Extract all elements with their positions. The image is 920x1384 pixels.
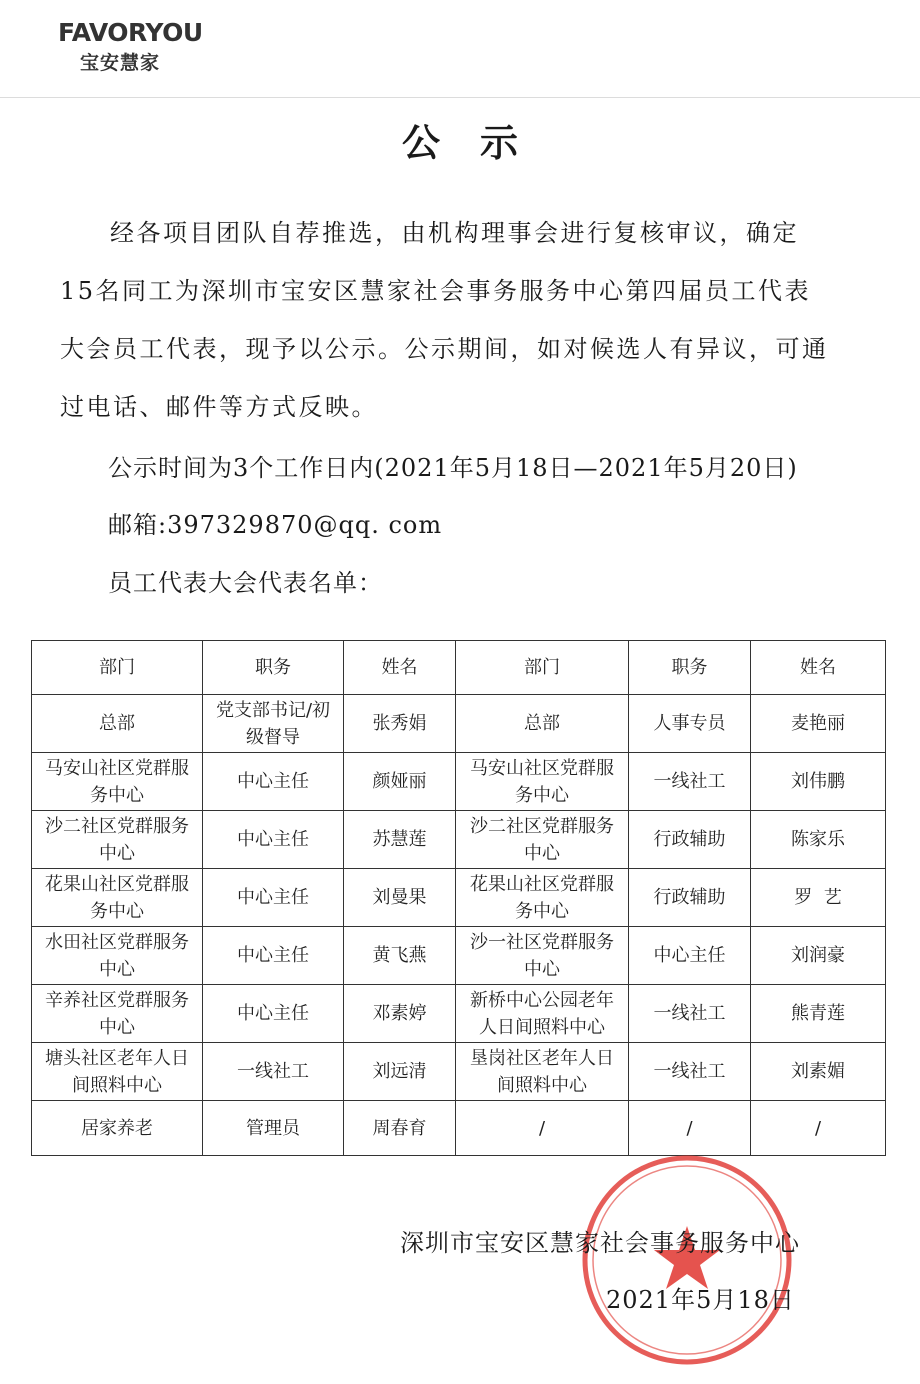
table-cell: 刘曼果 (344, 869, 456, 927)
signature-date: 2021年5月18日 (606, 1286, 795, 1314)
representatives-table (31, 640, 886, 1156)
table-cell: 新桥中心公园老年人日间照料中心 (456, 985, 629, 1043)
table-cell: 刘伟鹏 (751, 753, 886, 811)
table-cell: 中心主任 (203, 811, 344, 869)
table-cell: 塘头社区老年人日间照料中心 (32, 1043, 203, 1101)
table-cell: 陈家乐 (751, 811, 886, 869)
header-cell: 姓名 (751, 641, 886, 695)
table-cell: 辛养社区党群服务中心 (32, 985, 203, 1043)
organization-signature: 深圳市宝安区慧家社会事务服务中心 (400, 1229, 800, 1257)
list-title: 员工代表大会代表名单： (108, 569, 383, 597)
table-cell: 一线社工 (629, 753, 751, 811)
table-cell: 沙一社区党群服务中心 (456, 927, 629, 985)
header-cell: 职务 (203, 641, 344, 695)
table-cell: 花果山社区党群服务中心 (32, 869, 203, 927)
table-cell: 沙二社区党群服务中心 (456, 811, 629, 869)
official-seal (577, 1150, 797, 1370)
table-cell: 麦艳丽 (751, 695, 886, 753)
table-cell: 中心主任 (203, 985, 344, 1043)
header-cell: 姓名 (344, 641, 456, 695)
table-header-row (32, 641, 886, 695)
period-text: 公示时间为3个工作日内(2021年5月18日—2021年5月20日) (108, 454, 798, 482)
email-text: 邮箱:397329870@qq. com (108, 511, 443, 539)
table-cell: 垦岗社区老年人日间照料中心 (456, 1043, 629, 1101)
table-cell: 邓素婷 (344, 985, 456, 1043)
intro-paragraph: 经各项目团队自荐推选，由机构理事会进行复核审议，确定15名同工为深圳市宝安区慧家社会事务服务中心第四届员工代表大会员工代表，现予以公示。公示期间，如对候选人有异议，可通过电话、邮件等方式反映。 (60, 219, 829, 421)
logo-text-en: FAVORYOU (58, 18, 203, 47)
table-cell: 周春育 (344, 1101, 456, 1156)
table-cell: 黄飞燕 (344, 927, 456, 985)
table-cell: 熊青莲 (751, 985, 886, 1043)
table-cell: 刘素媚 (751, 1043, 886, 1101)
table-row (32, 695, 886, 753)
table-cell: 总部 (32, 695, 203, 753)
table-cell: 马安山社区党群服务中心 (456, 753, 629, 811)
table-cell: 党支部书记/初级督导 (203, 695, 344, 753)
table-row (32, 1101, 886, 1156)
table-cell: 一线社工 (203, 1043, 344, 1101)
table-cell: 罗 艺 (751, 869, 886, 927)
table-cell: 马安山社区党群服务中心 (32, 753, 203, 811)
table-cell: 居家养老 (32, 1101, 203, 1156)
table-cell: 总部 (456, 695, 629, 753)
table-cell: 水田社区党群服务中心 (32, 927, 203, 985)
table-cell: 一线社工 (629, 985, 751, 1043)
table-cell: 中心主任 (203, 753, 344, 811)
page-title: 公示 (401, 121, 558, 165)
logo-text-cn: 宝安慧家 (80, 52, 161, 74)
header-divider (0, 97, 920, 98)
table-cell: 苏慧莲 (344, 811, 456, 869)
table-cell: / (629, 1101, 751, 1156)
table-cell: 中心主任 (203, 869, 344, 927)
table-cell: 刘润豪 (751, 927, 886, 985)
table-cell: 管理员 (203, 1101, 344, 1156)
table-row (32, 927, 886, 985)
table-cell: 花果山社区党群服务中心 (456, 869, 629, 927)
table-row (32, 985, 886, 1043)
table-cell: / (751, 1101, 886, 1156)
table-cell: 行政辅助 (629, 811, 751, 869)
logo (58, 14, 203, 78)
table-row (32, 753, 886, 811)
table-cell: 中心主任 (629, 927, 751, 985)
table-row (32, 1043, 886, 1101)
table-cell: 行政辅助 (629, 869, 751, 927)
table-cell: / (456, 1101, 629, 1156)
header-cell: 职务 (629, 641, 751, 695)
header-cell: 部门 (32, 641, 203, 695)
table-cell: 中心主任 (203, 927, 344, 985)
table-cell: 刘远清 (344, 1043, 456, 1101)
table-cell: 一线社工 (629, 1043, 751, 1101)
table-row (32, 811, 886, 869)
table-cell: 沙二社区党群服务中心 (32, 811, 203, 869)
header-cell: 部门 (456, 641, 629, 695)
table-cell: 人事专员 (629, 695, 751, 753)
table-cell: 张秀娟 (344, 695, 456, 753)
table-row (32, 869, 886, 927)
table-cell: 颜娅丽 (344, 753, 456, 811)
